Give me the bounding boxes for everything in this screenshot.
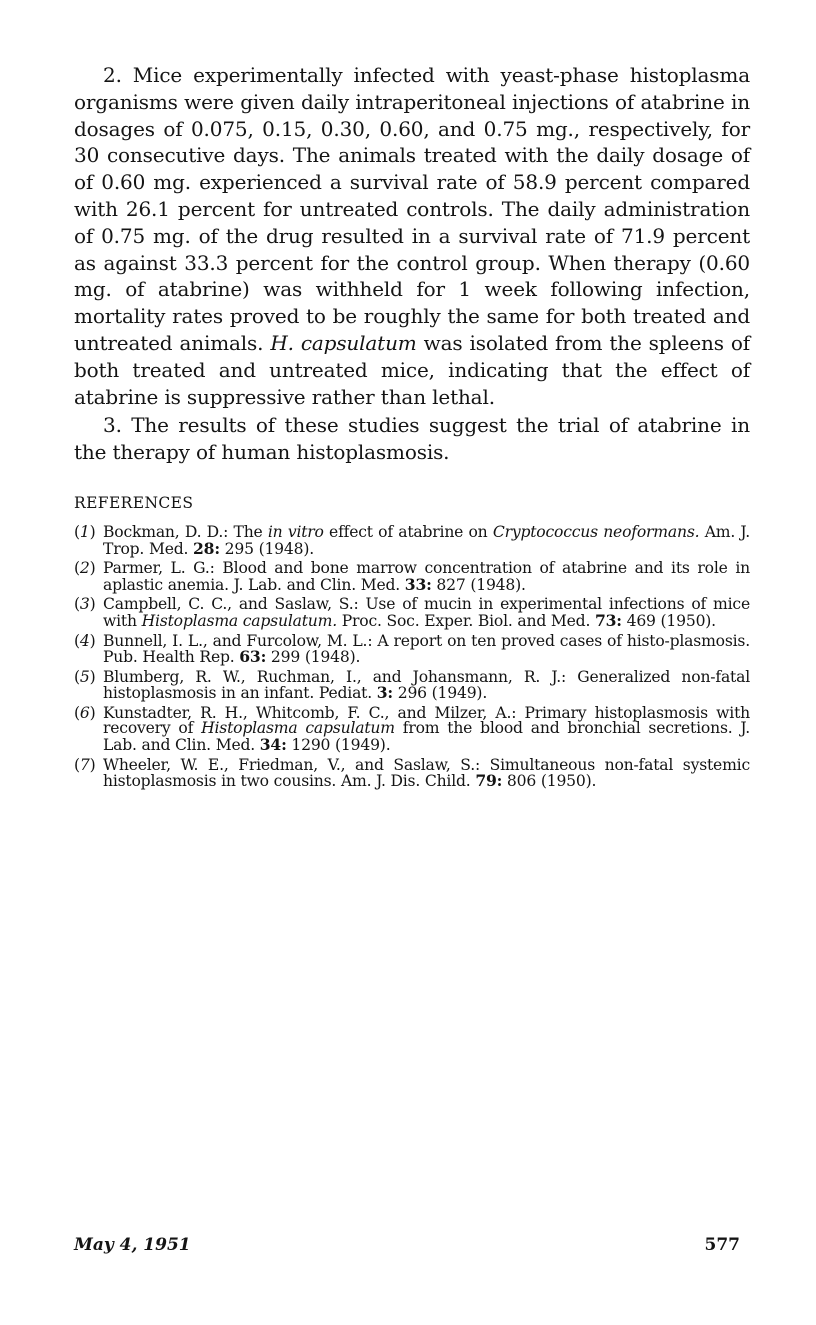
reference-number: (2) — [74, 559, 96, 578]
page-content — [74, 62, 750, 794]
issue-date: May 4, 1951 — [74, 1235, 191, 1255]
paragraph-2 — [74, 62, 750, 410]
reference-number: (1) — [74, 522, 96, 541]
paragraph-2-text-a: 2. Mice experimentally infected with yeast-phase histoplasma organisms were given daily intraperitoneal injections of atabrine in dosages of 0.075, 0.15, 0.30, 0.60, and 0.75 mg., respectively, for 30 consecutive days. The animals treated with the daily dosage of of 0.60 mg. experienced a survival rate of 58.9 percent compared with 26.1 percent for untreated controls. The daily administration of 0.75 mg. of the drug resulted in a survival rate of 71.9 percent as against 33.3 percent for the control group. When therapy (0.60 mg. of atabrine) was withheld for 1 week following infection, mortality rates proved to be roughly the same for both treated and untreated animals. — [74, 63, 750, 355]
reference-number: (7) — [74, 755, 96, 774]
references-heading: REFERENCES — [74, 493, 194, 512]
reference-number: (6) — [74, 703, 96, 722]
paragraph-3: 3. The results of these studies suggest the trial of atabrine in the therapy of human histoplasmosis. — [74, 413, 750, 465]
reference-number: (4) — [74, 631, 96, 650]
page-number: 577 — [704, 1235, 740, 1255]
reference-item-5: (5) Blumberg, R. W., Ruchman, I., and Johansmann, R. J.: Generalized non-fatal histoplasmosis in an infant. Pediat. 3: 296 (1949). — [74, 667, 750, 703]
paragraph-2-text-b: was isolated from the spleens of both treated and untreated mice, indicating that the effect of atabrine is suppressive rather than lethal. — [74, 330, 750, 409]
reference-number: (5) — [74, 667, 96, 686]
reference-item-7: (7) Wheeler, W. E., Friedman, V., and Saslaw, S.: Simultaneous non-fatal systemic histoplasmosis in two cousins. Am. J. Dis. Child. 79: 806 (1950). — [74, 755, 750, 791]
reference-item-6: (6) Kunstadter, R. H., Whitcomb, F. C., and Milzer, A.: Primary histoplasmosis with recovery of Histoplasma capsulatum from the blood and bronchial secretions. J. Lab. and Clin. Med. 34: 1290 (1949). — [74, 703, 751, 755]
reference-item-1: (1) Bockman, D. D.: The in vitro effect of atabrine on Cryptococcus neoformans. Am. J. Trop. Med. 28: 295 (1948). — [74, 522, 751, 558]
paragraph-2-species-italic: H. capsulatum — [270, 330, 417, 355]
reference-list — [74, 522, 751, 791]
reference-item-3: (3) Campbell, C. C., and Saslaw, S.: Use of mucin in experimental infections of mice with Histoplasma capsulatum. Proc. Soc. Exper. Biol. and Med. 73: 469 (1950). — [74, 595, 750, 630]
reference-item-4: (4) Bunnell, I. L., and Furcolow, M. L.: A report on ten proved cases of histo-plasmosis. Pub. Health Rep. 63: 299 (1948). — [74, 631, 750, 667]
reference-item-2: (2) Parmer, L. G.: Blood and bone marrow concentration of atabrine and its role in aplastic anemia. J. Lab. and Clin. Med. 33: 827 (1948). — [74, 559, 750, 594]
reference-number: (3) — [74, 595, 96, 614]
